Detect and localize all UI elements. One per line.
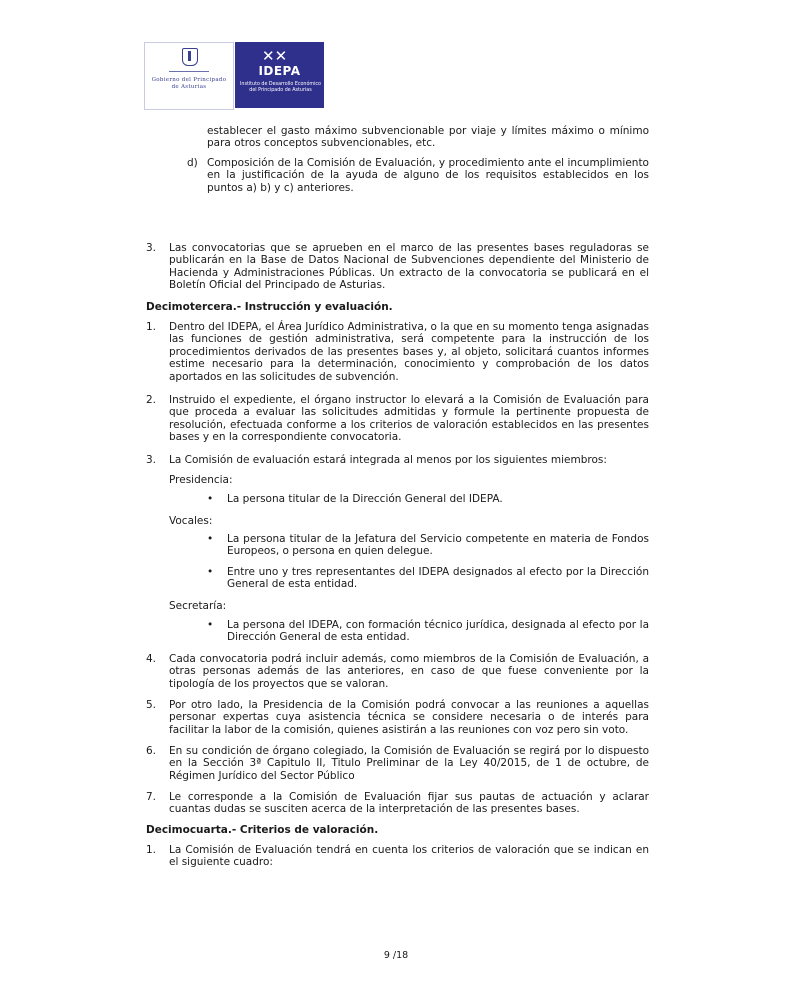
gobierno-asturias-logo [144,42,234,110]
vocal-1: La persona titular de la Jefatura del Servicio competente en materia de Fondos Europeos, o persona en quien delegue. [227,533,649,558]
s1-text: Dentro del IDEPA, el Área Jurídico Administrativa, o la que en su momento tenga asignadas las funciones de gestión administrativa, será competente para la instrucción de los procedimientos derivados de las presentes bases y, al objeto, solicitará cuantos informes estime necesario para la determinación, conocimiento y comprobación de los datos aportados en las solicitudes de subvención. [169,321,649,383]
s1-number: 1. [146,321,157,333]
presidencia-label: Presidencia: [169,474,233,486]
vocales-label: Vocales: [169,515,213,527]
vocal-2: Entre uno y tres representantes del IDEPA designados al efecto por la Dirección General de esta entidad. [227,566,649,591]
s4-number: 4. [146,653,157,665]
gov-logo-text: Gobierno del Principado de Asturias [151,77,227,90]
c1-number: 1. [146,844,157,856]
idepa-logo [235,42,324,108]
s4-text: Cada convocatoria podrá incluir además, como miembros de la Comisión de Evaluación, a otras personas además de las anteriores, en caso de que fuese conveniente por la tipología de los proyectos que se valoran. [169,653,649,690]
item-d-label: d) [187,157,198,169]
p3-text: Las convocatorias que se aprueben en el marco de las presentes bases reguladoras se publicarán en la Base de Datos Nacional de Subvenciones dependiente del Ministerio de Hacienda y Administraciones Públicas. Un extracto de la convocatoria se publicará en el Boletín Oficial del Principado de Asturias. [169,242,649,292]
bullet-icon: • [207,566,214,578]
crest-icon [182,48,198,66]
secretaria-label: Secretaría: [169,600,227,612]
item-d-text: Composición de la Comisión de Evaluación, y procedimiento ante el incumplimiento en la justificación de la ayuda de alguno de los requisitos establecidos en los puntos a) b) y c) anteriores. [207,157,649,194]
s3-text: La Comisión de evaluación estará integrada al menos por los siguientes miembros: [169,454,607,466]
idepa-mark-icon: ✕✕ [262,47,288,65]
page-number: 9 /18 [383,950,409,961]
bullet-icon: • [207,493,214,505]
presidencia-item: La persona titular de la Dirección General del IDEPA. [227,493,503,505]
s6-number: 6. [146,745,157,757]
s6-text: En su condición de órgano colegiado, la Comisión de Evaluación se regirá por lo dispuesto en la Sección 3ª Capitulo II, Titulo Preliminar de la Ley 40/2015, de 1 de octubre, de Régimen Jurídico del Sector Público [169,745,649,782]
heading-decimocuarta: Decimocuarta.- Criterios de valoración. [146,824,379,836]
s3-number: 3. [146,454,157,466]
heading-decimotercera: Decimotercera.- Instrucción y evaluación. [146,301,393,313]
bullet-icon: • [207,533,214,545]
s5-text: Por otro lado, la Presidencia de la Comisión podrá convocar a las reuniones a aquellas personar expertas cuya asistencia técnica se considere necesaria o de interés para facilitar la labor de la comisión, quienes asistirán a las reuniones con voz pero sin voto. [169,699,649,736]
idepa-logo-name: IDEPA [258,64,301,78]
p3-number: 3. [146,242,157,254]
c1-text: La Comisión de Evaluación tendrá en cuenta los criterios de valoración que se indican en el siguiente cuadro: [169,844,649,869]
s7-number: 7. [146,791,157,803]
s7-text: Le corresponde a la Comisión de Evaluación fijar sus pautas de actuación y aclarar cuantas dudas se susciten acerca de la interpretación de las presentes bases. [169,791,649,816]
s2-number: 2. [146,394,157,406]
s2-text: Instruido el expediente, el órgano instructor lo elevará a la Comisión de Evaluación para que proceda a evaluar las solicitudes admitidas y formule la pertinente propuesta de resolución, efectuada conforme a los criterios de valoración establecidos en las presentes bases y en la correspondiente convocatoria. [169,394,649,444]
bullet-icon: • [207,619,214,631]
idepa-logo-subtitle: Instituto de Desarrollo Económico del Principado de Asturias [239,82,321,93]
header-logos [144,42,324,110]
item-c-continuation: establecer el gasto máximo subvencionable por viaje y límites máximo o mínimo para otros conceptos subvencionables, etc. [207,125,649,150]
s5-number: 5. [146,699,157,711]
secretaria-item: La persona del IDEPA, con formación técnico jurídica, designada al efecto por la Dirección General de esta entidad. [227,619,649,644]
